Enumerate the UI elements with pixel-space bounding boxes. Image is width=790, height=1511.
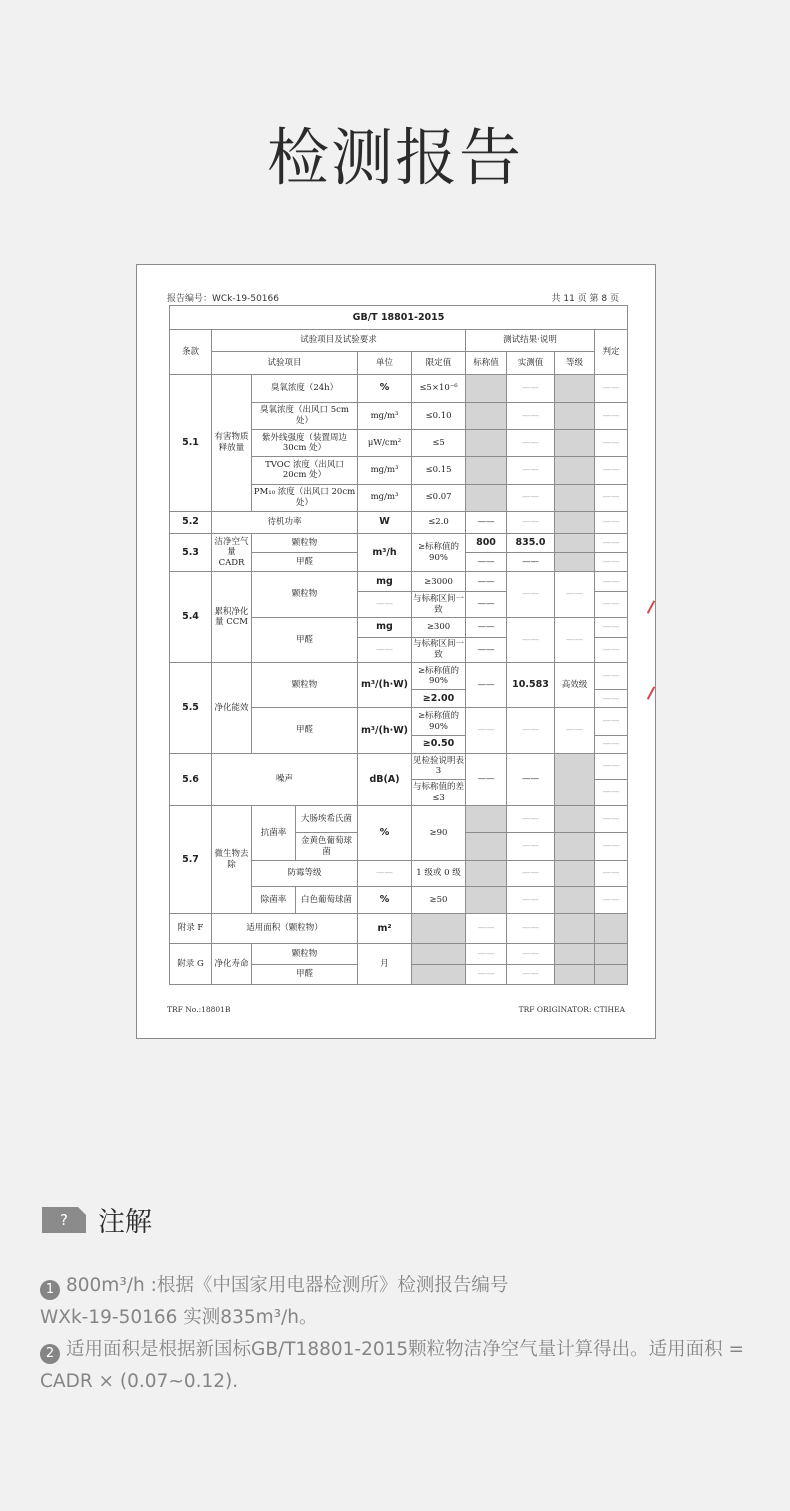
shaded-cell (555, 860, 595, 886)
note-1-marker: 1 (40, 1280, 60, 1300)
footer-trf-originator: TRF ORIGINATOR: CTIHEA (518, 1005, 625, 1014)
unit-cell: —— (358, 592, 412, 617)
table-row (170, 914, 628, 944)
header-verdict: 判定 (595, 330, 628, 374)
verdict-cell: —— (595, 484, 628, 511)
measured-cell: —— (507, 374, 555, 402)
verdict-cell: —— (595, 663, 628, 690)
measured-cell: —— (507, 833, 555, 860)
table-row (170, 753, 628, 779)
measured-cell: —— (507, 886, 555, 913)
shaded-cell (466, 402, 507, 429)
limit-cell: ≥2.00 (412, 690, 466, 708)
measured-cell: 10.583 (507, 663, 555, 708)
limit-cell: ≤5×10⁻⁶ (412, 374, 466, 402)
limit-cell: 与标称区间一致 (412, 592, 466, 617)
clause-cell: 5.6 (170, 753, 212, 805)
shaded-cell (466, 457, 507, 484)
shaded-cell (555, 457, 595, 484)
item-cell: 颗粒物 (252, 663, 358, 708)
unit-cell: % (358, 806, 412, 860)
verdict-cell: —— (595, 617, 628, 637)
shaded-cell (466, 860, 507, 886)
measured-cell: —— (507, 572, 555, 617)
shaded-cell (466, 886, 507, 913)
nominal-cell: —— (466, 964, 507, 984)
table-row (170, 511, 628, 533)
clause-cell: 5.5 (170, 663, 212, 754)
unit-cell: mg/m³ (358, 484, 412, 511)
table-row (170, 533, 628, 552)
limit-cell: ≥300 (412, 617, 466, 637)
measured-cell: 835.0 (507, 533, 555, 552)
verdict-cell: —— (595, 533, 628, 552)
item-cell: 噪声 (212, 753, 358, 805)
item-cell: 紫外线强度（装置周边 30cm 处） (252, 430, 358, 457)
limit-cell: 与标称区间一致 (412, 637, 466, 662)
verdict-cell: —— (595, 572, 628, 592)
shaded-cell (555, 533, 595, 552)
shaded-cell (595, 914, 628, 944)
unit-cell: —— (358, 860, 412, 886)
verdict-cell: —— (595, 886, 628, 913)
unit-cell: dB(A) (358, 753, 412, 805)
shaded-cell (555, 484, 595, 511)
clause-cell: 5.2 (170, 511, 212, 533)
category-cell: 净化能效 (212, 663, 252, 754)
subcategory-cell: 除菌率 (252, 886, 296, 913)
measured-cell: —— (507, 402, 555, 429)
unit-cell: m³/(h·W) (358, 663, 412, 708)
measured-cell: —— (507, 944, 555, 964)
verdict-cell: —— (595, 806, 628, 833)
shaded-cell (412, 944, 466, 964)
item-cell: 防霉等级 (252, 860, 358, 886)
limit-cell: 见检验说明表 3 (412, 753, 466, 779)
header-test-item: 试验项目 (212, 352, 358, 374)
shaded-cell (555, 914, 595, 944)
item-cell: 臭氧浓度（24h） (252, 374, 358, 402)
measured-cell: —— (507, 708, 555, 753)
verdict-cell: —— (595, 690, 628, 708)
nominal-cell: —— (466, 572, 507, 592)
limit-cell: ≤0.15 (412, 457, 466, 484)
report-number: 报告编号：WCk-19-50166 (167, 294, 279, 304)
limit-cell: ≥50 (412, 886, 466, 913)
shaded-cell (555, 511, 595, 533)
category-cell: 微生物去除 (212, 806, 252, 914)
item-cell: 待机功率 (212, 511, 358, 533)
shaded-cell (555, 430, 595, 457)
item-cell: 白色葡萄球菌 (296, 886, 358, 913)
verdict-cell: —— (595, 860, 628, 886)
nominal-cell: —— (466, 617, 507, 637)
unit-cell: W (358, 511, 412, 533)
clause-cell: 5.3 (170, 533, 212, 571)
table-row (170, 330, 628, 352)
shaded-cell (466, 806, 507, 833)
limit-cell: ≥90 (412, 806, 466, 860)
unit-cell: —— (358, 637, 412, 662)
nominal-cell: —— (466, 663, 507, 708)
measured-cell: —— (507, 511, 555, 533)
category-cell: 洁净空气量 CADR (212, 533, 252, 571)
unit-cell: m³/(h·W) (358, 708, 412, 753)
shaded-cell (555, 944, 595, 964)
measured-cell: —— (507, 964, 555, 984)
item-cell: PM₁₀ 浓度（出风口 20cm 处） (252, 484, 358, 511)
shaded-cell (412, 914, 466, 944)
limit-cell: ≤5 (412, 430, 466, 457)
limit-cell: ≥标称值的 90% (412, 708, 466, 735)
clause-cell: 5.7 (170, 806, 212, 914)
nominal-cell: —— (466, 592, 507, 617)
table-row (170, 374, 628, 402)
unit-cell: m² (358, 914, 412, 944)
header-unit: 单位 (358, 352, 412, 374)
verdict-cell: —— (595, 753, 628, 779)
unit-cell: mg/m³ (358, 457, 412, 484)
unit-cell: mg (358, 617, 412, 637)
unit-cell: mg (358, 572, 412, 592)
nominal-cell: —— (466, 511, 507, 533)
category-cell: 有害物质释放量 (212, 374, 252, 511)
item-cell: 甲醛 (252, 553, 358, 572)
item-cell: 甲醛 (252, 964, 358, 984)
limit-cell: ≤0.10 (412, 402, 466, 429)
grade-cell: 高效级 (555, 663, 595, 708)
grade-cell: —— (555, 617, 595, 662)
grade-cell: —— (555, 572, 595, 617)
item-cell: 适用面积（颗粒物） (212, 914, 358, 944)
page-info: 共 11 页 第 8 页 (551, 294, 619, 304)
item-cell: 甲醛 (252, 617, 358, 662)
measured-cell: —— (507, 914, 555, 944)
verdict-cell: —— (595, 374, 628, 402)
header-measured: 实测值 (507, 352, 555, 374)
unit-cell: m³/h (358, 533, 412, 571)
header-requirements: 试验项目及试验要求 (212, 330, 466, 352)
item-cell: 金黄色葡萄球菌 (296, 833, 358, 860)
header-nominal: 标称值 (466, 352, 507, 374)
page-title: 检测报告 (266, 121, 523, 194)
limit-cell: ≥标称值的 90% (412, 533, 466, 571)
measured-cell: —— (507, 806, 555, 833)
verdict-cell: —— (595, 833, 628, 860)
limit-cell: ≥3000 (412, 572, 466, 592)
nominal-cell: —— (466, 637, 507, 662)
table-row (170, 572, 628, 592)
nominal-cell: —— (466, 553, 507, 572)
measured-cell: —— (507, 484, 555, 511)
header-grade: 等级 (555, 352, 595, 374)
nominal-cell: —— (466, 914, 507, 944)
shaded-cell (412, 964, 466, 984)
shaded-cell (555, 806, 595, 833)
measured-cell: —— (507, 457, 555, 484)
item-cell: 臭氧浓度（出风口 5cm 处） (252, 402, 358, 429)
verdict-cell: —— (595, 402, 628, 429)
question-mark-icon: ? (42, 1207, 86, 1233)
verdict-cell: —— (595, 592, 628, 617)
shaded-cell (555, 374, 595, 402)
verdict-cell: —— (595, 637, 628, 662)
category-cell: 净化寿命 (212, 944, 252, 985)
table-row (170, 944, 628, 964)
measured-cell: —— (507, 860, 555, 886)
shaded-cell (555, 553, 595, 572)
header-limit: 限定值 (412, 352, 466, 374)
results-table (169, 305, 628, 985)
unit-cell: % (358, 374, 412, 402)
note-1-line-2: WXk-19-50166 实测835m³/h。 (40, 1307, 318, 1328)
nominal-cell: —— (466, 708, 507, 753)
verdict-cell: —— (595, 708, 628, 735)
item-cell: 颗粒物 (252, 944, 358, 964)
header-results: 测试结果·说明 (466, 330, 595, 352)
verdict-cell: —— (595, 735, 628, 753)
shaded-cell (555, 833, 595, 860)
shaded-cell (466, 484, 507, 511)
category-cell: 累积净化量 CCM (212, 572, 252, 663)
verdict-cell: —— (595, 457, 628, 484)
standard-title: GB/T 18801-2015 (170, 306, 628, 330)
nominal-cell: 800 (466, 533, 507, 552)
limit-cell: ≤0.07 (412, 484, 466, 511)
footer-trf-number: TRF No.:18801B (167, 1005, 231, 1014)
shaded-cell (555, 753, 595, 805)
table-row (170, 806, 628, 833)
table-row (170, 306, 628, 330)
header-clause: 条款 (170, 330, 212, 374)
test-report-document (136, 264, 656, 1039)
measured-cell: —— (507, 553, 555, 572)
verdict-cell: —— (595, 553, 628, 572)
notes-body (40, 1270, 770, 1398)
table-row (170, 663, 628, 690)
verdict-cell: —— (595, 430, 628, 457)
limit-cell: ≥标称值的 90% (412, 663, 466, 690)
clause-cell: 5.1 (170, 374, 212, 511)
grade-cell: —— (555, 708, 595, 753)
nominal-cell: —— (466, 944, 507, 964)
shaded-cell (595, 964, 628, 984)
nominal-cell: —— (466, 753, 507, 805)
shaded-cell (466, 430, 507, 457)
unit-cell: 月 (358, 944, 412, 985)
table-row (170, 352, 628, 374)
shaded-cell (555, 886, 595, 913)
unit-cell: μW/cm² (358, 430, 412, 457)
item-cell: 甲醛 (252, 708, 358, 753)
subcategory-cell: 抗菌率 (252, 806, 296, 860)
unit-cell: % (358, 886, 412, 913)
clause-cell: 5.4 (170, 572, 212, 663)
item-cell: 颗粒物 (252, 533, 358, 552)
limit-cell: 1 级或 0 级 (412, 860, 466, 886)
notes-header (42, 1200, 152, 1239)
item-cell: TVOC 浓度（出风口 20cm 处） (252, 457, 358, 484)
note-1-line-1: 800m³/h :根据《中国家用电器检测所》检测报告编号 (66, 1275, 509, 1296)
measured-cell: —— (507, 617, 555, 662)
verdict-cell: —— (595, 780, 628, 806)
clause-cell: 附录 F (170, 914, 212, 944)
measured-cell: —— (507, 430, 555, 457)
notes-title: 注解 (98, 1207, 152, 1238)
note-2 (40, 1334, 770, 1398)
note-2-marker: 2 (40, 1344, 60, 1364)
note-1 (40, 1270, 770, 1334)
shaded-cell (555, 402, 595, 429)
item-cell: 颗粒物 (252, 572, 358, 617)
shaded-cell (595, 944, 628, 964)
limit-cell: ≥0.50 (412, 735, 466, 753)
unit-cell: mg/m³ (358, 402, 412, 429)
note-2-text: 适用面积是根据新国标GB/T18801-2015颗粒物洁净空气量计算得出。适用面积 = CADR × (0.07~0.12). (40, 1339, 745, 1392)
shaded-cell (466, 833, 507, 860)
limit-cell: 与标称值的差≤3 (412, 780, 466, 806)
item-cell: 大肠埃希氏菌 (296, 806, 358, 833)
clause-cell: 附录 G (170, 944, 212, 985)
measured-cell: —— (507, 753, 555, 805)
shaded-cell (466, 374, 507, 402)
limit-cell: ≤2.0 (412, 511, 466, 533)
shaded-cell (555, 964, 595, 984)
verdict-cell: —— (595, 511, 628, 533)
